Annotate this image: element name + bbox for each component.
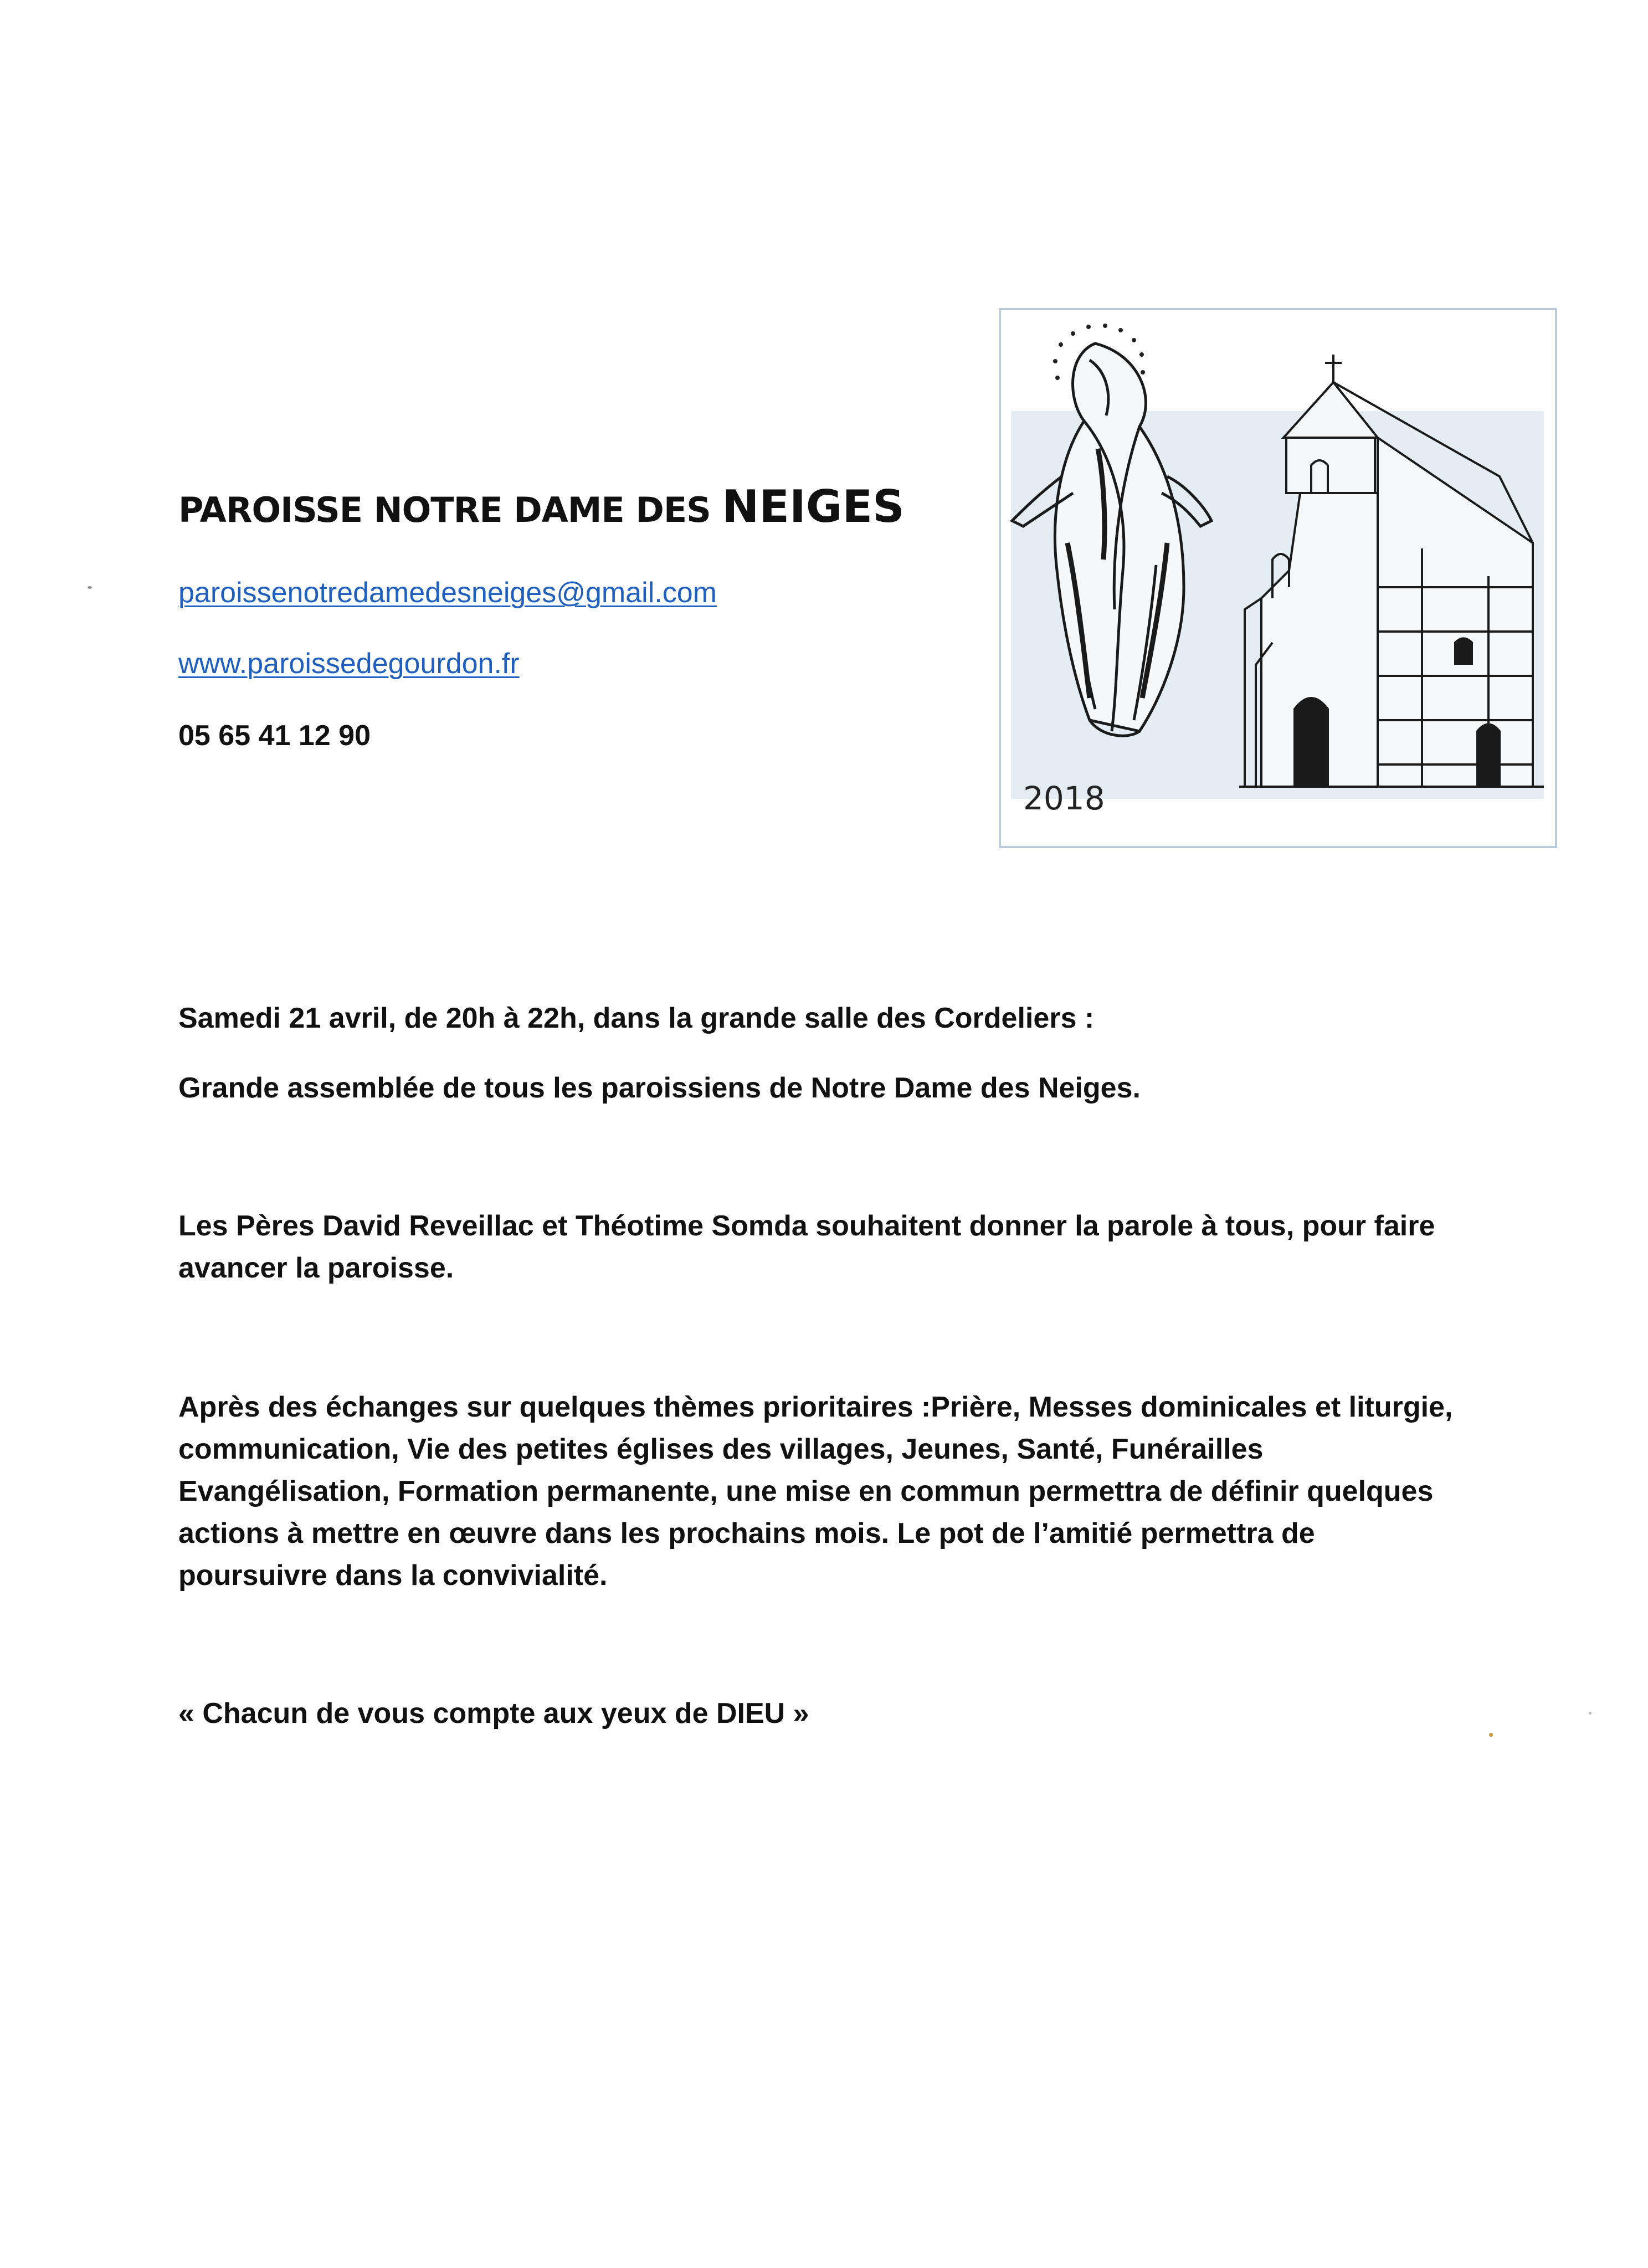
year-label: 2018 — [1023, 779, 1105, 817]
event-date-line: Samedi 21 avril, de 20h à 22h, dans la grande salle des Cordeliers : — [178, 1002, 1095, 1034]
assembly-announcement: Grande assemblée de tous les paroissiens de Notre Dame des Neiges. — [178, 1072, 1141, 1104]
themes-paragraph: Après des échanges sur quelques thèmes prioritaires :Prière, Messes dominicales et liturgie, communication, Vie des petites églises des villages, Jeunes, Santé, Funérailles Evangélisation, Formation permanente, une mise en commun permettra de définir quelques actions à mettre en œuvre dans les prochains mois. Le pot de l’amitié permettra de poursuivre dans la convivialité. — [178, 1391, 1453, 1592]
scan-speck — [1489, 1733, 1493, 1737]
page-title — [178, 481, 905, 532]
scan-speck — [1589, 1712, 1591, 1715]
website-link[interactable]: www.paroissedegourdon.fr — [178, 648, 520, 680]
priests-paragraph: Les Pères David Reveillac et Théotime Somda souhaitent donner la parole à tous, pour faire avancer la paroisse. — [178, 1210, 1435, 1284]
email-link[interactable]: paroissenotredamedesneiges@gmail.com — [178, 577, 717, 609]
title-prefix: PAROISSE NOTRE DAME DES — [178, 490, 722, 530]
phone-number: 05 65 41 12 90 — [178, 720, 371, 752]
parish-illustration — [999, 308, 1557, 848]
title-emphasis: NEIGES — [722, 481, 905, 532]
closing-quote: « Chacun de vous compte aux yeux de DIEU » — [178, 1697, 809, 1730]
madonna-church-drawing — [1001, 310, 1555, 846]
scan-speck — [88, 586, 92, 589]
